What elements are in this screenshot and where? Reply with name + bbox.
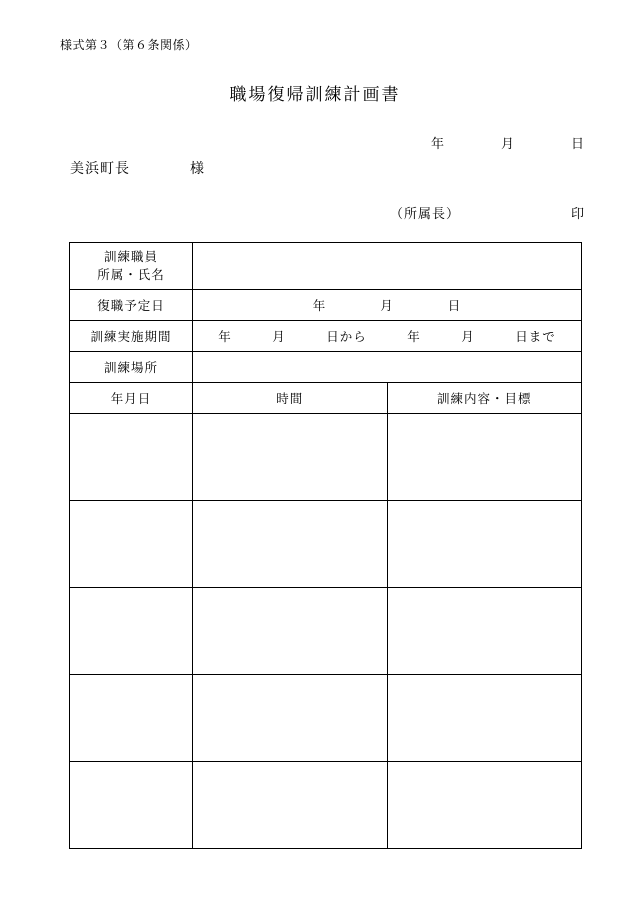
trainee-value-cell[interactable] bbox=[193, 243, 582, 290]
addressee: 美浜町長 様 bbox=[70, 162, 205, 177]
entry-content-cell[interactable] bbox=[387, 501, 582, 588]
header-date: 年月日 bbox=[70, 383, 193, 414]
entry-time-cell[interactable] bbox=[193, 588, 388, 675]
trainee-label-cell bbox=[70, 243, 193, 290]
table-row bbox=[70, 290, 582, 321]
table-row bbox=[70, 501, 582, 588]
table-row bbox=[70, 762, 582, 849]
table-row bbox=[70, 588, 582, 675]
entry-content-cell[interactable] bbox=[387, 675, 582, 762]
table-row bbox=[70, 414, 582, 501]
plan-table bbox=[69, 242, 582, 849]
table-row bbox=[70, 352, 582, 383]
entry-time-cell[interactable] bbox=[193, 675, 388, 762]
training-place-value-cell[interactable] bbox=[193, 352, 582, 383]
table-row bbox=[70, 321, 582, 352]
entry-date-cell[interactable] bbox=[70, 588, 193, 675]
date-line-text: 年 月 日 bbox=[430, 136, 585, 151]
seal-label: 印 bbox=[570, 206, 585, 221]
entry-time-cell[interactable] bbox=[193, 414, 388, 501]
table-row bbox=[70, 243, 582, 290]
page-title: 職場復帰訓練計画書 bbox=[229, 85, 401, 104]
entry-content-cell[interactable] bbox=[387, 414, 582, 501]
training-period-value-cell[interactable]: 年 月 日から 年 月 日まで bbox=[193, 321, 582, 352]
entry-date-cell[interactable] bbox=[70, 675, 193, 762]
return-date-value-cell[interactable]: 年 月 日 bbox=[193, 290, 582, 321]
entry-time-cell[interactable] bbox=[193, 762, 388, 849]
header-content: 訓練内容・目標 bbox=[387, 383, 582, 414]
table-header-row bbox=[70, 383, 582, 414]
department-head-label: （所属長） bbox=[390, 206, 461, 221]
table-row bbox=[70, 675, 582, 762]
entry-time-cell[interactable] bbox=[193, 501, 388, 588]
header-time: 時間 bbox=[193, 383, 388, 414]
entry-content-cell[interactable] bbox=[387, 588, 582, 675]
trainee-label-line2: 所属・氏名 bbox=[97, 268, 165, 283]
entry-content-cell[interactable] bbox=[387, 762, 582, 849]
entry-date-cell[interactable] bbox=[70, 762, 193, 849]
return-date-label-cell: 復職予定日 bbox=[70, 290, 193, 321]
trainee-label-line1: 訓練職員 bbox=[103, 250, 158, 264]
entry-date-cell[interactable] bbox=[70, 501, 193, 588]
training-place-label-cell: 訓練場所 bbox=[70, 352, 193, 383]
entry-date-cell[interactable] bbox=[70, 414, 193, 501]
training-period-label-cell: 訓練実施期間 bbox=[70, 321, 193, 352]
form-number: 様式第３（第６条関係） bbox=[60, 38, 198, 52]
